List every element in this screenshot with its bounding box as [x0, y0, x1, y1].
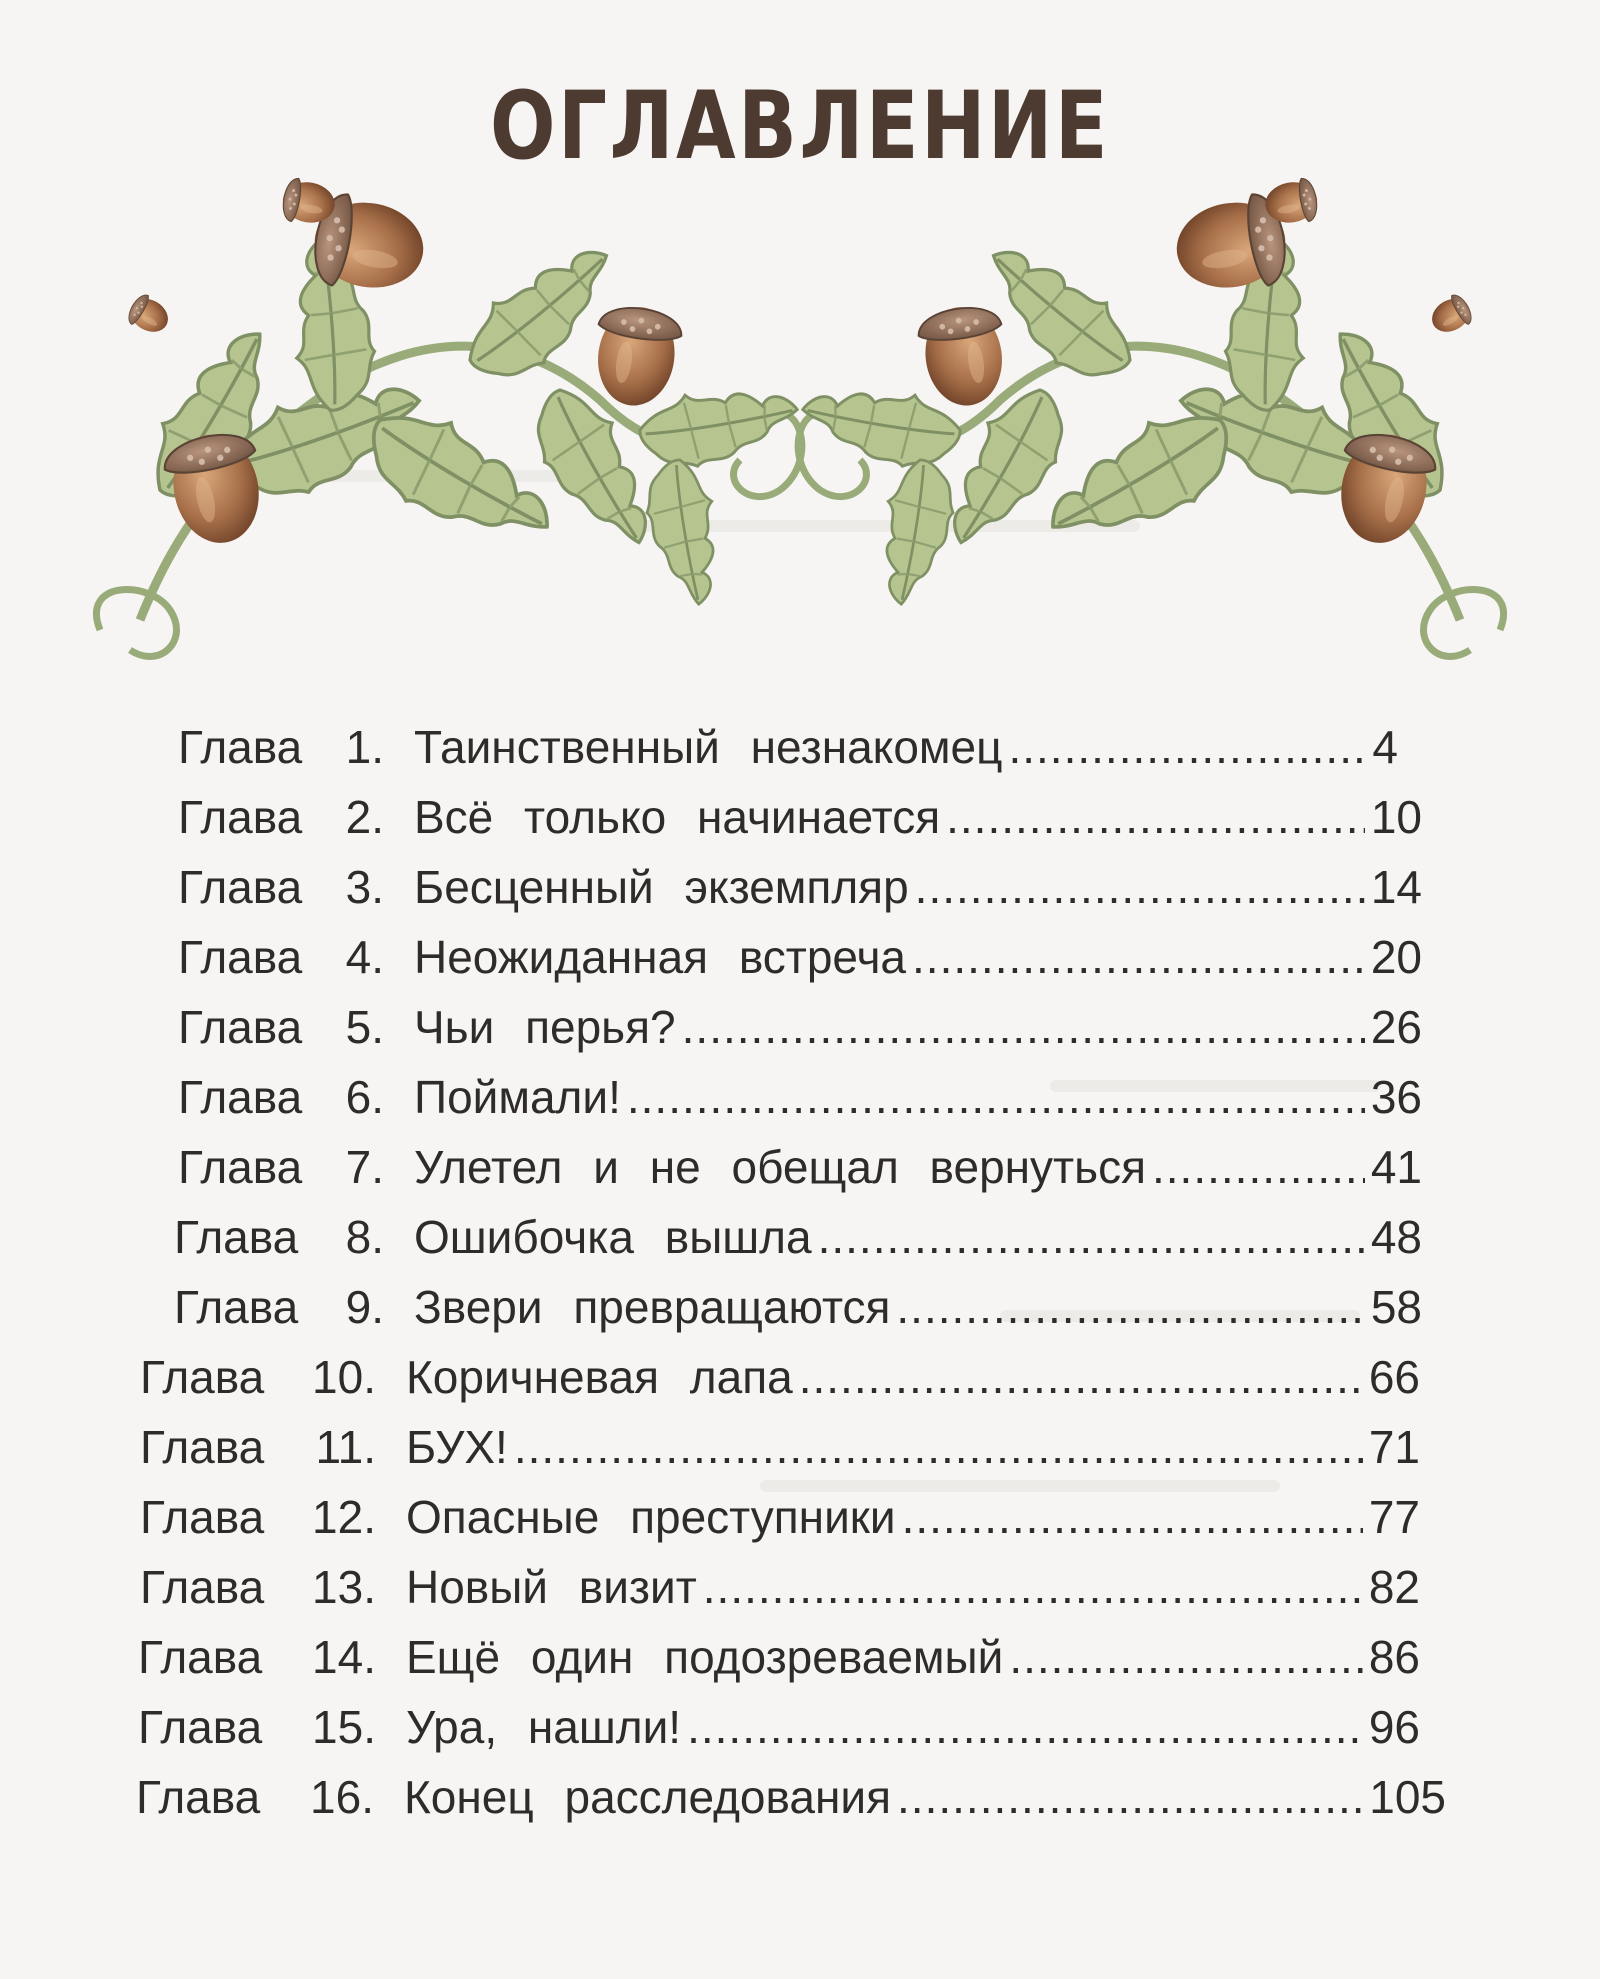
chapter-number: 13. — [312, 1561, 376, 1613]
chapter-number: 9. — [345, 1281, 384, 1333]
chapter-word: Глава — [174, 1211, 299, 1263]
page-number: 20 — [1370, 931, 1422, 983]
chapter-number: 1. — [345, 721, 384, 773]
chapter-word: Глава — [178, 931, 303, 983]
page-number: 4 — [1372, 721, 1398, 773]
dot-leader — [1152, 1140, 1365, 1194]
dot-leader — [1009, 1630, 1363, 1684]
page-number: 105 — [1369, 1771, 1446, 1823]
ornament-right — [796, 176, 1503, 656]
chapter-number: 12. — [312, 1491, 376, 1543]
dot-leader — [799, 1350, 1363, 1404]
chapter-word: Глава — [140, 1561, 265, 1613]
chapter-title: Звери превращаются — [414, 1281, 891, 1333]
chapter-title: Всё только начинается — [414, 791, 941, 843]
chapter-title: Поймали! — [414, 1071, 621, 1123]
chapter-title: Ура, нашли! — [406, 1701, 682, 1753]
dot-leader — [514, 1420, 1363, 1474]
page-number: 86 — [1368, 1631, 1420, 1683]
dot-leader — [627, 1070, 1365, 1124]
page-number: 66 — [1368, 1351, 1420, 1403]
page-number: 58 — [1370, 1281, 1422, 1333]
chapter-word: Глава — [140, 1421, 265, 1473]
chapter-word: Глава — [136, 1771, 261, 1823]
chapter-number: 4. — [345, 931, 384, 983]
toc-entry-9[interactable] — [174, 1280, 1422, 1340]
chapter-title: Чьи перья? — [414, 1001, 676, 1053]
toc-entry-4[interactable] — [178, 930, 1422, 990]
toc-entry-14[interactable] — [138, 1630, 1420, 1690]
page-number: 10 — [1370, 791, 1422, 843]
toc-entry-1[interactable] — [178, 720, 1398, 780]
chapter-number: 3. — [345, 861, 384, 913]
chapter-number: 11. — [315, 1421, 376, 1473]
chapter-number: 14. — [312, 1631, 376, 1683]
dot-leader — [818, 1210, 1365, 1264]
chapter-word: Глава — [138, 1701, 263, 1753]
chapter-title: Конец расследования — [404, 1771, 892, 1823]
chapter-number: 16. — [310, 1771, 374, 1823]
toc-entry-5[interactable] — [178, 1000, 1422, 1060]
chapter-number: 10. — [312, 1351, 376, 1403]
chapter-title: Неожиданная встреча — [414, 931, 907, 983]
dot-leader — [915, 860, 1365, 914]
toc-entry-11[interactable] — [140, 1420, 1420, 1480]
chapter-title: Коричневая лапа — [406, 1351, 793, 1403]
toc-entry-13[interactable] — [140, 1560, 1420, 1620]
dot-leader — [896, 1280, 1364, 1334]
chapter-title: Ошибочка вышла — [414, 1211, 812, 1263]
dot-leader — [682, 1000, 1365, 1054]
chapter-number: 8. — [345, 1211, 384, 1263]
page-number: 41 — [1370, 1141, 1422, 1193]
chapter-title: Улетел и не обещал вернуться — [414, 1141, 1146, 1193]
page-number: 96 — [1368, 1701, 1420, 1753]
toc-entry-6[interactable] — [178, 1070, 1422, 1130]
dot-leader — [687, 1700, 1363, 1754]
page-number: 77 — [1368, 1491, 1420, 1543]
toc-entry-2[interactable] — [178, 790, 1422, 850]
chapter-title: Новый визит — [406, 1561, 697, 1613]
toc-entry-12[interactable] — [140, 1490, 1420, 1550]
toc-entry-16[interactable] — [136, 1770, 1446, 1830]
chapter-number: 2. — [345, 791, 384, 843]
toc-entry-3[interactable] — [178, 860, 1422, 920]
chapter-number: 15. — [312, 1701, 376, 1753]
chapter-title: БУХ! — [406, 1421, 508, 1473]
chapter-word: Глава — [138, 1631, 263, 1683]
chapter-word: Глава — [178, 1001, 303, 1053]
page-number: 14 — [1370, 861, 1422, 913]
page-number: 48 — [1370, 1211, 1422, 1263]
page-number: 36 — [1370, 1071, 1422, 1123]
oak-branch-with-acorns-icon — [0, 160, 1600, 680]
chapter-title: Бесценный экземпляр — [414, 861, 909, 913]
toc-entry-15[interactable] — [138, 1700, 1420, 1760]
dot-leader — [897, 1770, 1363, 1824]
chapter-word: Глава — [178, 1141, 303, 1193]
chapter-title: Ещё один подозреваемый — [406, 1631, 1004, 1683]
chapter-word: Глава — [140, 1351, 265, 1403]
toc-entry-8[interactable] — [174, 1210, 1422, 1270]
dot-leader — [912, 930, 1365, 984]
dot-leader — [1008, 720, 1366, 774]
chapter-word: Глава — [178, 861, 303, 913]
toc-entry-10[interactable] — [140, 1350, 1420, 1410]
chapter-number: 7. — [345, 1141, 384, 1193]
page-number: 82 — [1368, 1561, 1420, 1613]
chapter-word: Глава — [178, 791, 303, 843]
ornament-left — [96, 176, 803, 656]
chapter-word: Глава — [174, 1281, 299, 1333]
dot-leader — [902, 1490, 1363, 1544]
page-number: 71 — [1368, 1421, 1420, 1473]
chapter-word: Глава — [140, 1491, 265, 1543]
page-number: 26 — [1370, 1001, 1422, 1053]
chapter-word: Глава — [178, 721, 303, 773]
chapter-word: Глава — [178, 1071, 303, 1123]
chapter-title: Таинственный незнакомец — [414, 721, 1003, 773]
dot-leader — [946, 790, 1365, 844]
page-title: ОГЛАВЛЕНИЕ — [489, 72, 1111, 181]
chapter-number: 6. — [345, 1071, 384, 1123]
chapter-number: 5. — [345, 1001, 384, 1053]
chapter-title: Опасные преступники — [406, 1491, 896, 1543]
toc-entry-7[interactable] — [178, 1140, 1422, 1200]
dot-leader — [703, 1560, 1363, 1614]
